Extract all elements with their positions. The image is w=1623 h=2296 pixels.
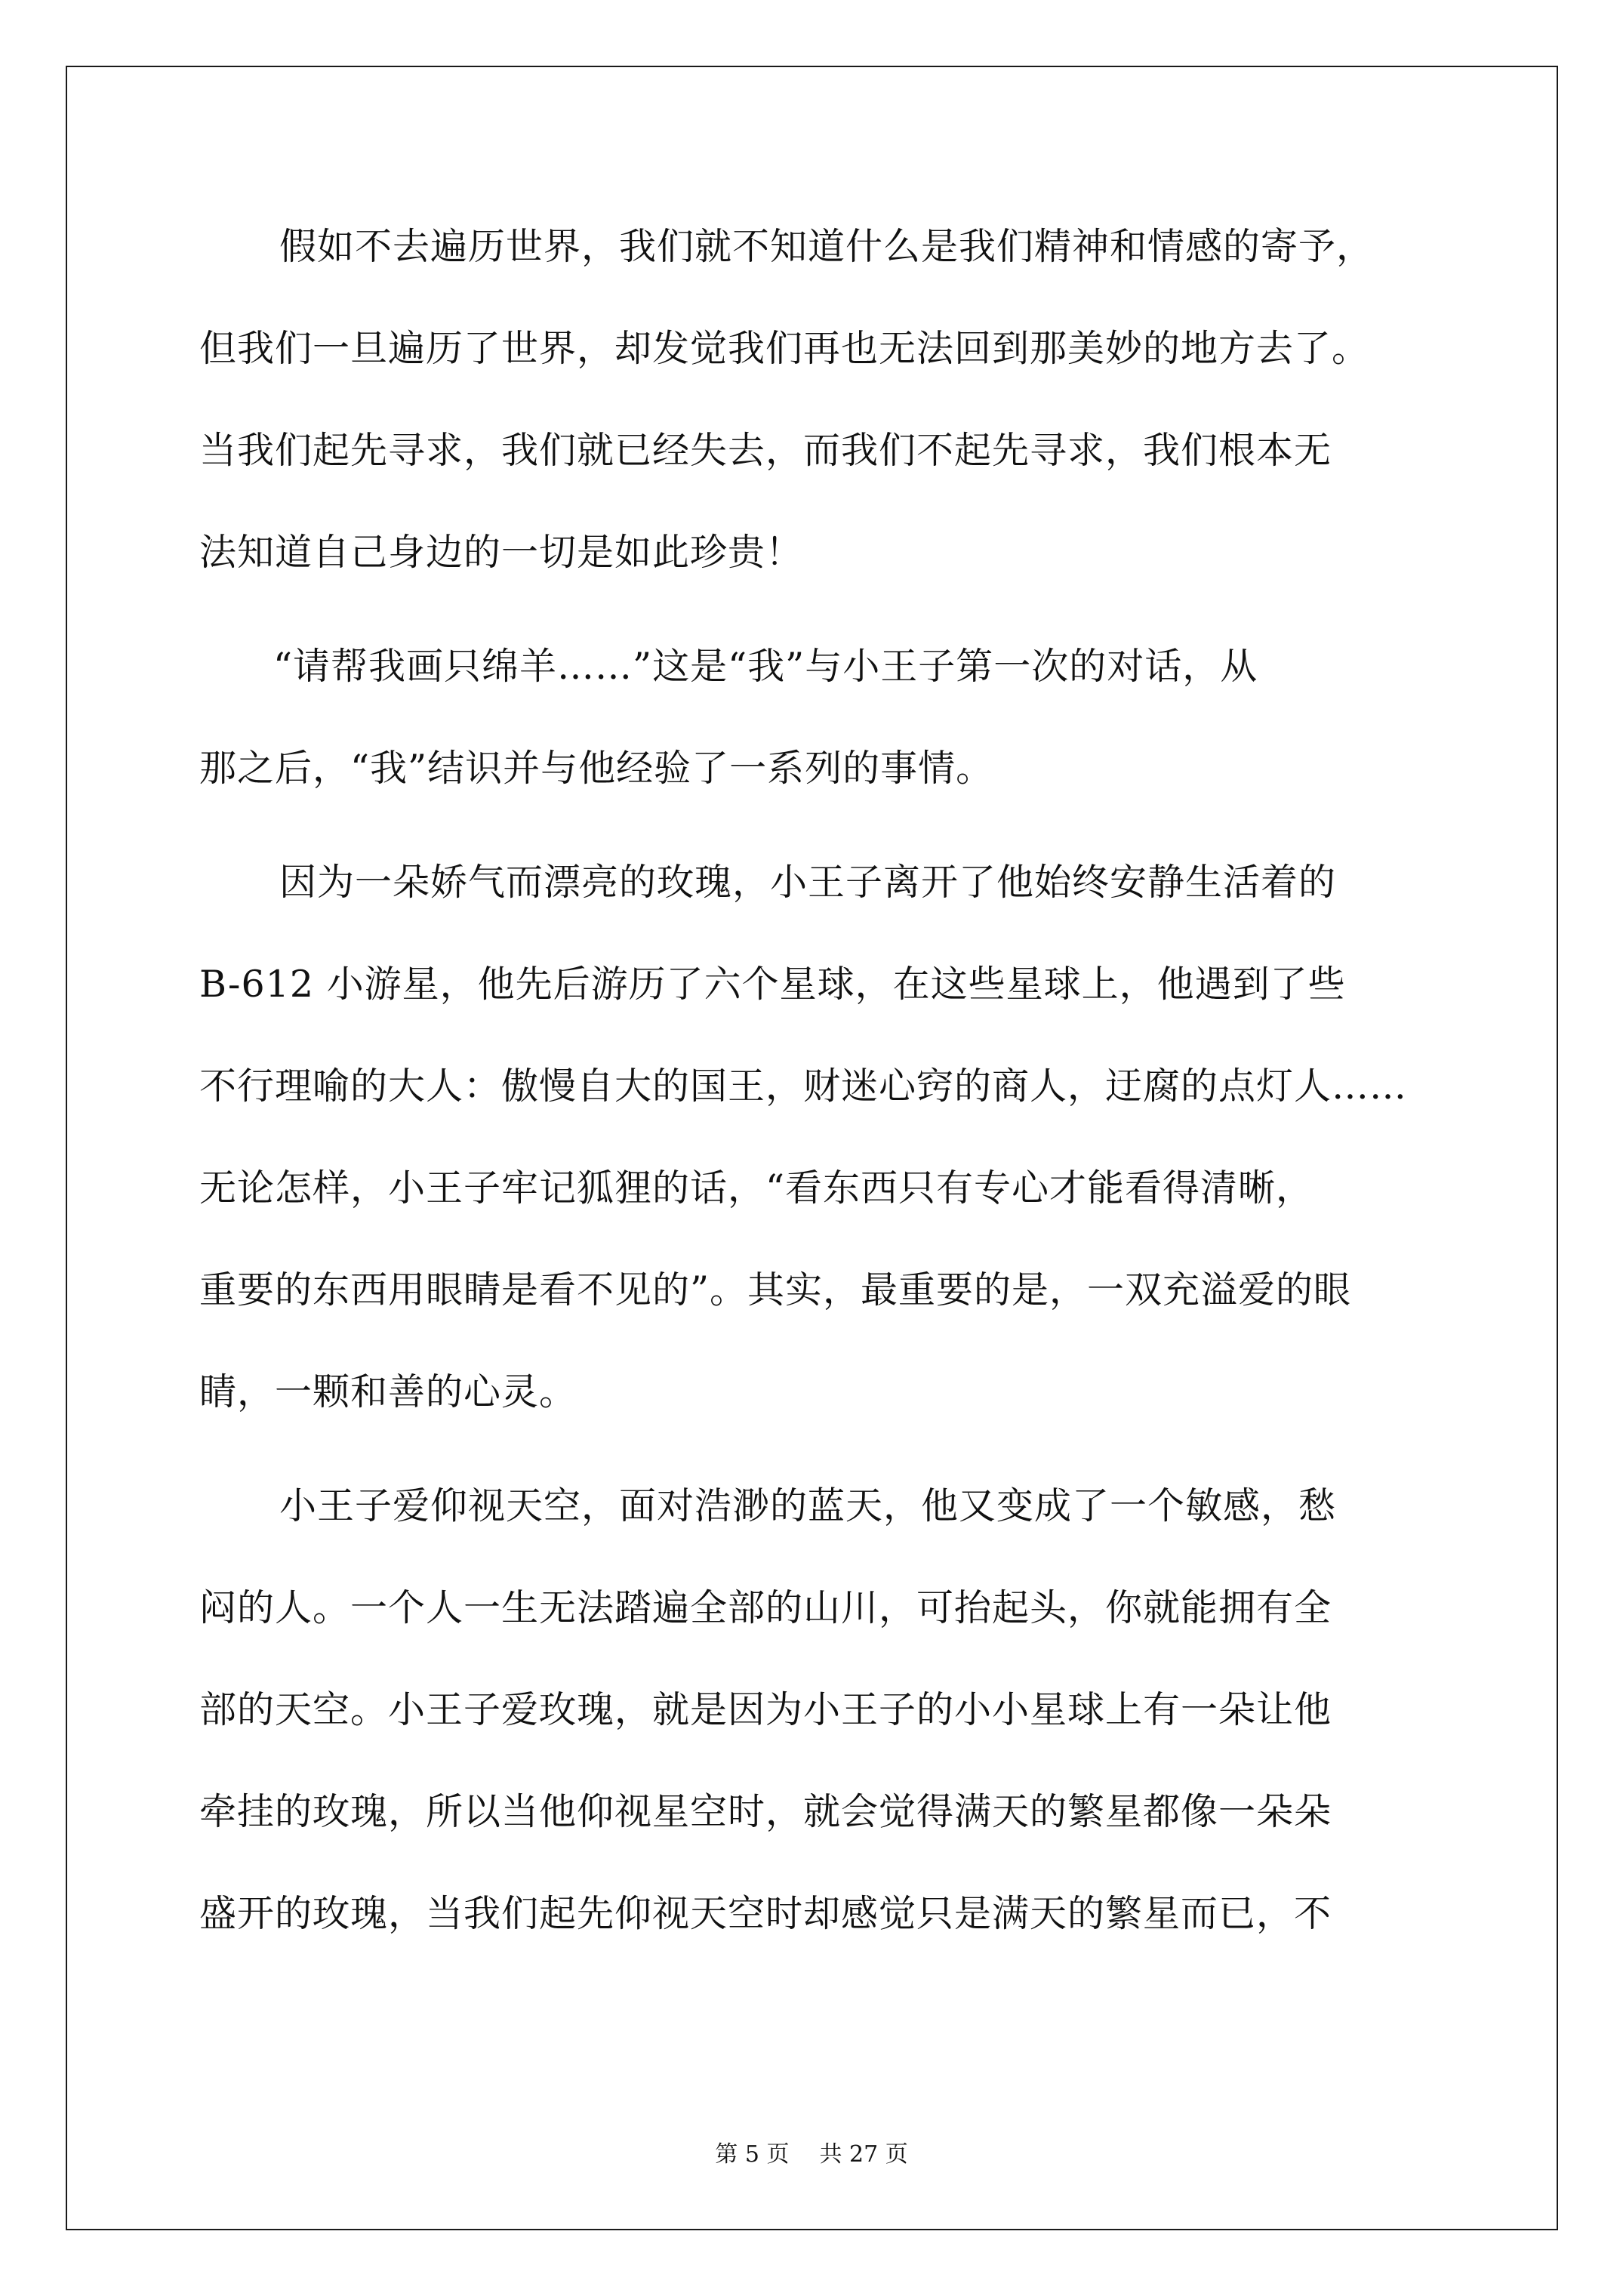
text-line: 但我们一旦遍历了世界，却发觉我们再也无法回到那美妙的地方去了。 [199, 327, 1370, 370]
text-line: 当我们起先寻求，我们就已经失去，而我们不起先寻求，我们根本无 [199, 429, 1332, 472]
text-line: 假如不去遍历世界，我们就不知道什么是我们精神和情感的寄予， [279, 225, 1375, 268]
text-line: 重要的东西用眼睛是看不见的”。其实，最重要的是，一双充溢爱的眼 [199, 1268, 1352, 1311]
text-line: 闷的人。一个人一生无法踏遍全部的山川，可抬起头，你就能拥有全 [199, 1586, 1332, 1629]
text-line: 小王子爱仰视天空，面对浩渺的蓝天，他又变成了一个敏感，愁 [279, 1484, 1337, 1527]
text-line: 因为一朵娇气而漂亮的玫瑰，小王子离开了他始终安静生活着的 [279, 861, 1337, 904]
text-line: 无论怎样，小王子牢记狐狸的话，“看东西只有专心才能看得清晰， [199, 1166, 1314, 1210]
text-line: 牵挂的玫瑰，所以当他仰视星空时，就会觉得满天的繁星都像一朵朵 [199, 1790, 1332, 1833]
page-number-total: 共 27 页 [819, 2141, 908, 2168]
text-line: 那之后，“我”结识并与他经验了一系列的事情。 [199, 747, 994, 790]
text-line: B-612 小游星，他先后游历了六个星球，在这些星球上，他遇到了些 [199, 963, 1346, 1006]
page-number-current: 第 5 页 [715, 2141, 790, 2168]
text-line: 法知道自己身边的一切是如此珍贵！ [199, 531, 804, 574]
page-footer [0, 2135, 1623, 2168]
text-line: 不行理喻的大人：傲慢自大的国王，财迷心窍的商人，迂腐的点灯人…… [199, 1065, 1408, 1108]
text-line: 部的天空。小王子爱玫瑰，就是因为小王子的小小星球上有一朵让他 [199, 1688, 1332, 1731]
text-line: 睛，一颗和善的心灵。 [199, 1370, 577, 1413]
text-line: “请帮我画只绵羊……”这是“我”与小王子第一次的对话，从 [273, 645, 1258, 688]
text-line: 盛开的玫瑰，当我们起先仰视天空时却感觉只是满天的繁星而已，不 [199, 1892, 1332, 1935]
